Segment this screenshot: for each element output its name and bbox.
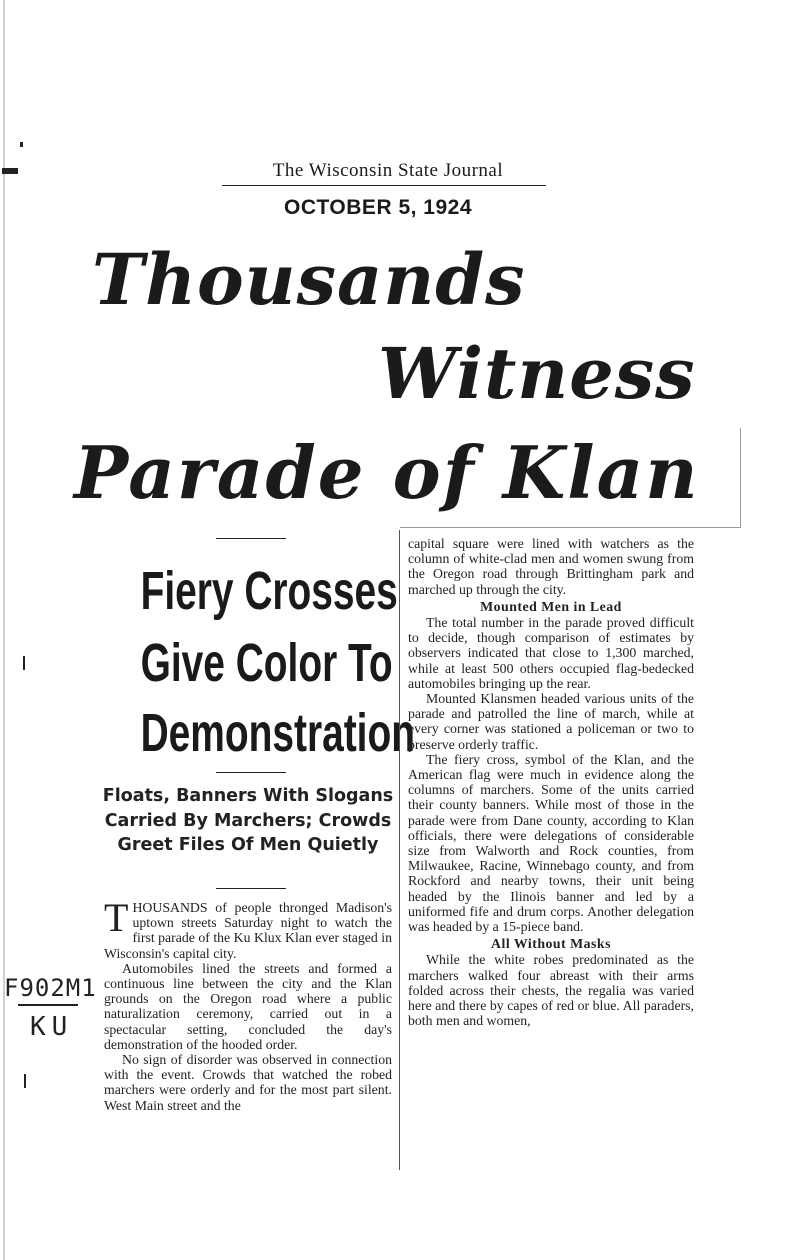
article-paragraph: The fiery cross, symbol of the Klan, and the American flag were much in evidence along the columns of marchers. Some of the units carried their county banners. While most of those in the parade were from Dane county, according to Klan officials, there were delegations of considerable size from Walworth and Rock counties, from Milwaukee, Racine, Winnebago county, and from Rockford and nearby towns, their unit being headed by the Ilinois banner and led by a uniformed fife and drum corps. Another delegation was headed by a 15-piece band. <box>408 751 694 935</box>
crosshead-all-without-masks: All Without Masks <box>491 936 611 952</box>
dateline: OCTOBER 5, 1924 <box>283 196 473 219</box>
handwritten-rule <box>18 1004 78 1006</box>
article-paragraph: Mounted Klansmen headed various units of the parade and patrolled the line of march, while at every corner was stationed a policeman or two to preserve orderly traffic. <box>408 691 694 752</box>
article-paragraph: THOUSANDS of people thronged Madison's uptown streets Saturday night to watch the first parade of the Ku Klux Klan ever staged in Wisconsin's capital city. <box>104 895 392 961</box>
deck-text: Floats, Banners With Slogans Carried By Marchers; Crowds Greet Files Of Men Quietly <box>102 786 394 855</box>
margin-mark <box>2 168 18 174</box>
article-paragraph: No sign of disorder was observed in connection with the event. Crowds that watched the robed marchers were orderly and for the most part silent. West Main street and the <box>104 1052 392 1113</box>
deck-rule <box>216 888 286 889</box>
headline-line-2: Witness <box>378 332 696 415</box>
clipping-edge <box>400 527 740 528</box>
headline-line-1: Thousands <box>92 238 526 321</box>
masthead: The Wisconsin State Journal <box>272 160 504 181</box>
article-paragraph: The total number in the parade proved difficult to decide, though comparison of estimates by observers indicated that close to 1,300 marched, while at least 500 others occupied flag-bedecked automobiles bringing up the rear. <box>408 615 694 691</box>
handwritten-annotation: F902M1 <box>4 974 97 1002</box>
article-column-right <box>408 536 694 1029</box>
margin-mark <box>20 142 23 147</box>
article-paragraph: capital square were lined with watchers as the column of white-clad men and women swung from the Oregon road through Brittingham park and marched up through the city. <box>408 536 694 597</box>
handwritten-annotation: KU <box>30 1012 74 1042</box>
subhead-line-1: Fiery Crosses <box>140 561 398 621</box>
subhead-line-3: Demonstration <box>140 703 415 763</box>
page-edge <box>3 0 5 1260</box>
column-divider <box>399 530 400 1170</box>
article-column-left <box>104 895 392 1113</box>
subhead-rule-bottom <box>216 772 286 773</box>
masthead-rule <box>222 185 546 186</box>
clipping-edge <box>740 428 741 528</box>
subhead-line-2: Give Color To <box>140 633 393 693</box>
margin-mark <box>24 1074 26 1088</box>
subhead-rule-top <box>216 538 286 539</box>
margin-mark <box>23 656 25 670</box>
article-paragraph: Automobiles lined the streets and formed a continuous line between the city and the Klan grounds on the Oregon road where a public naturalization ceremony, carried out in a spectacular setting, concluded the day's demonstration of the hooded order. <box>104 960 392 1052</box>
article-paragraph: While the white robes predominated as the marchers walked four abreast with their arms folded across their chests, the regalia was varied here and there by capes of red or blue. All paraders, both men and women, <box>408 952 694 1029</box>
crosshead-mounted-men: Mounted Men in Lead <box>480 598 622 614</box>
drop-cap: T <box>104 895 129 940</box>
headline-line-3: Parade of Klan <box>74 430 700 515</box>
